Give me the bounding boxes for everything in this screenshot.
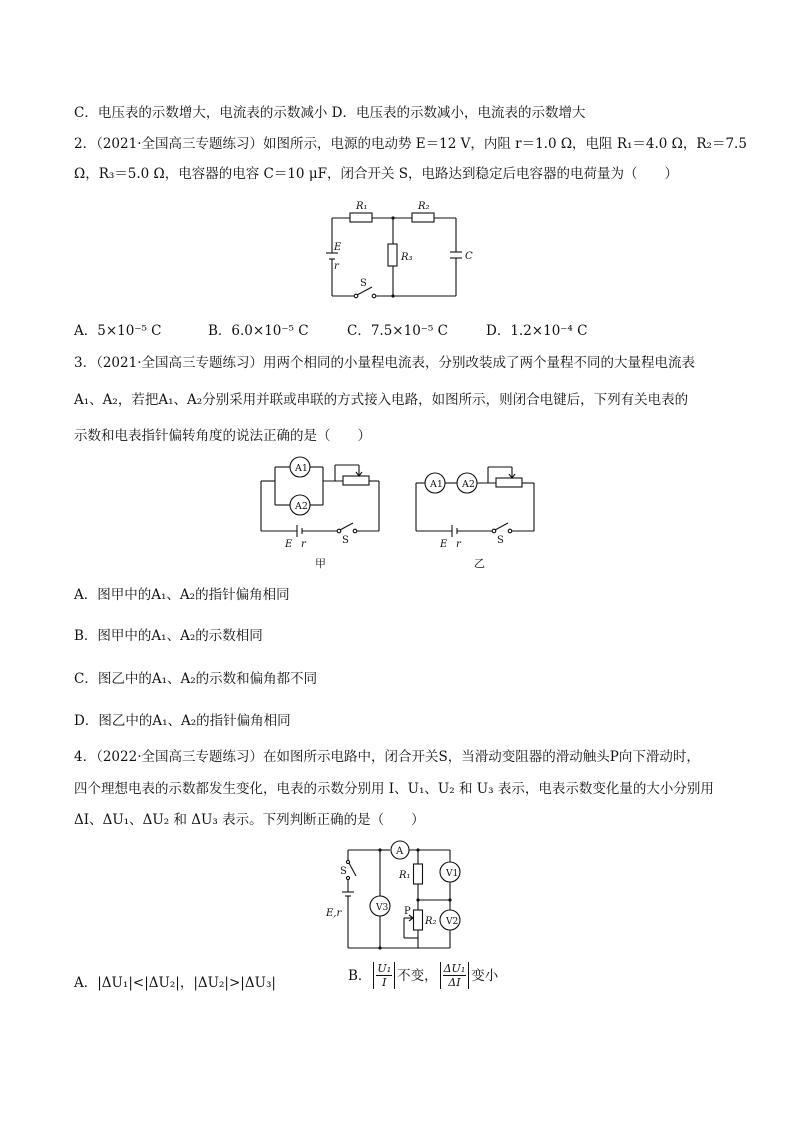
q4-option-b-prefix: B． xyxy=(348,967,372,984)
q2-stem-line2: Ω，R₃＝5.0 Ω，电容器的电容 C＝10 μF，闭合开关 S，电路达到稳定后电容器的电荷量为（ ） xyxy=(74,166,678,182)
q4-option-b-suffix: 变小 xyxy=(471,967,499,984)
q4-label-s: S xyxy=(340,866,347,877)
q4-stem-line2: 四个理想电表的示数都发生变化，电表的示数分别用 I、U₁、U₂ 和 U₃ 表示，电表示数变化量的大小分别用 xyxy=(74,781,714,797)
q3-option-c[interactable]: C．图乙中的A₁、A₂的示数和偏角都不同 xyxy=(74,671,318,687)
q4-label-er: E,r xyxy=(326,908,342,919)
q2-label-r1: R₁ xyxy=(356,201,368,212)
q3-s-label-yi: S xyxy=(497,535,504,546)
q4-label-v1: V1 xyxy=(446,869,459,879)
q3-option-d[interactable]: D．图乙中的A₁、A₂的指针偏角相同 xyxy=(74,713,291,729)
q2-label-r: r xyxy=(334,261,339,272)
q3-r-label-jia: r xyxy=(301,539,306,550)
q2-label-c: C xyxy=(465,251,473,262)
q3-e-label-jia: E xyxy=(285,539,293,550)
q3-e-label-yi: E xyxy=(440,539,448,550)
q3-circuit-diagram-jia xyxy=(255,455,390,575)
q4-option-b[interactable] xyxy=(348,962,498,989)
q4-option-b-frac2-num: ΔU₁ xyxy=(443,962,466,975)
q3-a1-label-jia: A1 xyxy=(295,463,308,474)
q4-label-r2: R₂ xyxy=(425,916,437,927)
q4-label-p: P xyxy=(404,906,411,917)
q3-stem-line3: 示数和电表指针偏转角度的说法正确的是（ ） xyxy=(74,428,371,444)
q3-stem-line1: 3．（2021·全国高三专题练习）用两个相同的小量程电流表，分别改装成了两个量程不同的大量程电流表 xyxy=(74,355,695,371)
q4-circuit-diagram xyxy=(322,838,472,956)
q2-stem-line1: 2．（2021·全国高三专题练习）如图所示，电源的电动势 E＝12 V，内阻 r＝1.0 Ω，电阻 R₁＝4.0 Ω，R₂＝7.5 xyxy=(74,136,747,152)
q3-a2-label-yi: A2 xyxy=(462,479,475,490)
q3-option-a[interactable]: A．图甲中的A₁、A₂的指针偏角相同 xyxy=(74,587,290,603)
q2-circuit-diagram xyxy=(320,198,480,303)
q2-option-c[interactable]: C．7.5×10⁻⁵ C xyxy=(347,323,448,339)
q3-r-label-yi: r xyxy=(456,539,461,550)
q4-rheostat-r2 xyxy=(414,910,423,930)
q4-option-b-fraction1 xyxy=(373,962,395,989)
q4-label-v2: V2 xyxy=(446,917,459,927)
q2-resistor-r1 xyxy=(350,213,372,222)
q4-stem-line3: ΔI、ΔU₁、ΔU₂ 和 ΔU₃ 表示。下列判断正确的是（ ） xyxy=(74,812,425,828)
q4-stem-line1: 4．（2022·全国高三专题练习）在如图所示电路中，闭合开关S，当滑动变阻器的滑动触头P向下滑动时， xyxy=(74,749,700,765)
q2-label-e: E xyxy=(334,242,342,253)
q3-circuit-diagram-yi xyxy=(410,455,545,575)
q1-options-cd: C．电压表的示数增大，电流表的示数减小 D．电压表的示数减小，电流表的示数增大 xyxy=(74,105,586,121)
q2-option-a[interactable]: A．5×10⁻⁵ C xyxy=(74,323,162,339)
q2-label-s: S xyxy=(360,278,367,289)
q4-option-a[interactable]: A．|ΔU₁|<|ΔU₂|，|ΔU₂|>|ΔU₃| xyxy=(74,975,276,991)
q2-option-d[interactable]: D．1.2×10⁻⁴ C xyxy=(486,323,588,339)
q2-resistor-r2 xyxy=(412,213,434,222)
q4-label-a: A xyxy=(396,846,404,857)
q3-option-b[interactable]: B．图甲中的A₁、A₂的示数相同 xyxy=(74,628,263,644)
q3-a1-label-yi: A1 xyxy=(430,479,443,490)
q2-label-r3: R₃ xyxy=(401,252,413,263)
q4-label-v3: V3 xyxy=(376,903,389,913)
q3-s-label-jia: S xyxy=(342,535,349,546)
q4-label-r1: R₁ xyxy=(399,870,411,881)
q2-resistor-r3 xyxy=(388,244,397,266)
q3-stem-line2: A₁、A₂，若把A₁、A₂分别采用并联或串联的方式接入电路，如图所示，则闭合电键后，下列有关电表的 xyxy=(74,392,689,408)
q4-option-b-frac1-num: U₁ xyxy=(377,962,392,975)
q4-option-b-frac2-den: ΔI xyxy=(448,976,461,989)
q4-option-b-fraction2 xyxy=(440,962,470,989)
q4-option-b-mid: 不变， xyxy=(397,967,438,984)
q3-rheostat-yi xyxy=(496,478,522,487)
q2-option-b[interactable]: B．6.0×10⁻⁵ C xyxy=(208,323,309,339)
q3-rheostat-jia xyxy=(343,476,369,485)
q4-resistor-r1 xyxy=(414,864,423,884)
q4-option-b-frac1-den: I xyxy=(382,976,387,989)
q3-caption-yi: 乙 xyxy=(474,557,485,570)
q3-caption-jia: 甲 xyxy=(315,557,326,570)
q2-label-r2: R₂ xyxy=(418,201,430,212)
q3-a2-label-jia: A2 xyxy=(295,501,308,512)
